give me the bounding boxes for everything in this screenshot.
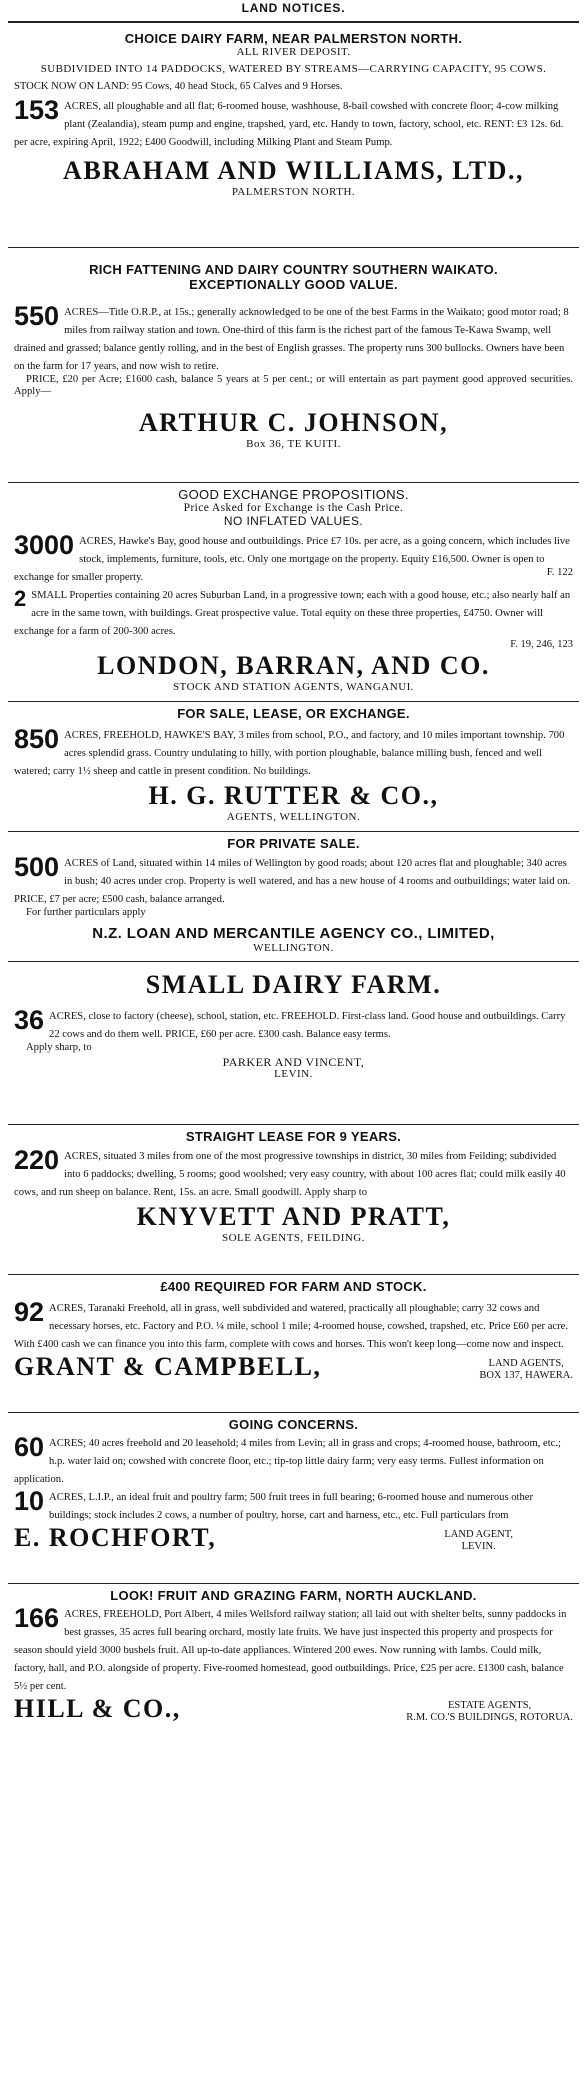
ad-rich-fattening <box>8 247 579 482</box>
agent-location: Box 36, TE KUITI. <box>246 438 341 451</box>
ad-subheading: Price Asked for Exchange is the Cash Price. <box>183 502 404 514</box>
ad-body: ACRES—Title O.R.P., at 15s.; generally acknowledged to be one of the best Farms in the Waikato; good motor road; 8 miles from railway station and town. One-third of this farm is the richest part of the famous Te-Kawa Swamp, well drained and grassed; balance gently rolling, and in the best of English grasses. The property runs 300 bullocks. Owners have been on the farm for 17 years, and now wish to retire. <box>14 307 569 372</box>
ad-price: PRICE, £20 per Acre; £1600 cash, balance 5 years at 5 per cent.; or will entertain as part payment good approved securities. Apply— <box>14 374 573 398</box>
ad-body: ACRES; 40 acres freehold and 20 leasehold; 4 miles from Levin; all in grass and crops; 4-roomed house, bathroom, etc.; h.p. water laid on; cowshed with concrete floor, etc.; tip-top little dairy farm; very easy terms. Fullest information on application. <box>14 1438 561 1485</box>
ad-fruit-grazing-farm <box>8 1583 579 1761</box>
ad-straight-lease <box>8 1124 579 1274</box>
acreage-number: 550 <box>14 301 60 331</box>
ad-heading: CHOICE DAIRY FARM, NEAR PALMERSTON NORTH. <box>124 31 463 46</box>
agent-name: PARKER AND VINCENT, <box>222 1055 365 1070</box>
ad-body: ACRES, FREEHOLD, HAWKE'S BAY, 3 miles from school, P.O., and factory, and 10 miles important township. 700 acres splendid grass. Country undulating to hilly, with portion ploughable, balance milling bush, fenced and well watered; carry 1½ sheep and cattle in present condition. No buildings. <box>14 730 565 777</box>
agent-location: PALMERSTON NORTH. <box>231 186 356 199</box>
ad-heading: GOOD EXCHANGE PROPOSITIONS. <box>178 487 409 502</box>
ad-body: ACRES, FREEHOLD, Port Albert, 4 miles Wellsford railway station; all laid out with shelter belts, sunny paddocks in best grasses, 35 acres full bearing orchard, mostly late fruits. We have just inspected this property and prospects for season should yield 3000 bushels fruit. All up-to-date appliances. Wintered 200 ewes. Now running with lambs. Could milk, factory, hall, and P.O. alongside of property. Five-roomed homestead, good outbuildings. Price, £25 per acre. £1300 cash, balance 5½ per cent. <box>14 1609 567 1692</box>
agent-location: SOLE AGENTS, FEILDING. <box>222 1232 365 1244</box>
agent-location: LEVIN. <box>274 1068 313 1081</box>
ad-reference: F. 122 <box>546 567 573 578</box>
agent-name: KNYVETT AND PRATT, <box>136 1202 451 1231</box>
agent-name: H. G. RUTTER & CO., <box>148 781 439 810</box>
ad-going-concerns <box>8 1412 579 1583</box>
acreage-number: 153 <box>14 95 60 126</box>
acreage-number: 92 <box>14 1297 45 1327</box>
agent-name: N.Z. LOAN AND MERCANTILE AGENCY CO., LIMITED, <box>92 925 495 943</box>
acreage-number: 60 <box>14 1432 45 1462</box>
agent-title: ESTATE AGENTS, <box>448 1700 532 1711</box>
acreage-number: 2 <box>14 586 27 611</box>
ad-reference: F. 19, 246, 123 <box>510 639 573 650</box>
agent-address: R.M. CO.'S BUILDINGS, ROTORUA. <box>406 1712 573 1723</box>
agent-name: GRANT & CAMPBELL, <box>14 1352 322 1381</box>
ad-body: SMALL Properties containing 20 acres Suburban Land, in a progressive town; each with a good house, etc.; also nearly half an acre in the same town, with buildings. Great prospective value. Total equity on these three properties, £4750. Owner will exchange for a farm of 200-300 acres. <box>14 590 571 637</box>
ad-heading: GOING CONCERNS. <box>228 1417 359 1432</box>
acreage-number: 3000 <box>14 530 75 560</box>
page-title: LAND NOTICES. <box>8 0 579 22</box>
agent-title: LAND AGENTS, <box>488 1358 564 1369</box>
ad-line: STOCK NOW ON LAND: 95 Cows, 40 head Stock, 65 Calves and 9 Horses. <box>14 81 343 92</box>
ad-400-required <box>8 1274 579 1412</box>
ad-line: SUBDIVIDED INTO 14 PADDOCKS, WATERED BY STREAMS—CARRYING CAPACITY, 95 COWS. <box>40 63 547 75</box>
acreage-number: 500 <box>14 852 60 882</box>
acreage-number: 166 <box>14 1603 60 1633</box>
acreage-number: 220 <box>14 1145 60 1175</box>
agent-name: E. ROCHFORT, <box>14 1523 217 1552</box>
agent-location: WELLINGTON. <box>253 942 334 955</box>
acreage-number: 10 <box>14 1486 45 1516</box>
agent-location: STOCK AND STATION AGENTS, WANGANUI. <box>172 681 415 693</box>
ad-body: ACRES, situated 3 miles from one of the most progressive townships in district, 30 miles from Feilding; subdivided into 6 paddocks; dwelling, 5 rooms; good woolshed; very easy country, with about 100 acres flat; could milk easily 40 cows, and run sheep on balance. Rent, 15s. an acre. Small goodwill. Apply sharp to <box>14 1151 566 1198</box>
ad-heading: SMALL DAIRY FARM. <box>145 970 442 999</box>
agent-address: BOX 137, HAWERA. <box>479 1370 573 1381</box>
ad-private-sale <box>8 831 579 961</box>
acreage-number: 850 <box>14 724 60 754</box>
ad-for-sale-lease <box>8 701 579 831</box>
ad-choice-dairy-farm <box>8 22 579 247</box>
agent-address: LEVIN. <box>461 1541 496 1552</box>
ad-note: For further particulars apply <box>26 907 146 918</box>
land-notices-page <box>8 0 579 1761</box>
ad-body: ACRES, Taranaki Freehold, all in grass, well subdivided and watered, practically all ploughable; carry 32 cows and necessary horses, etc. Factory and P.O. ¼ mile, school 1 mile; 4-roomed house, cowshed, trapshed, etc. Price £60 per acre. With £400 cash we can finance you into this farm, complete with cows and horses. This won't keep long—come now and inspect. <box>14 1303 568 1350</box>
ad-heading: FOR PRIVATE SALE. <box>227 836 360 851</box>
ad-subheading: EXCEPTIONALLY GOOD VALUE. <box>189 277 398 292</box>
ad-heading: £400 REQUIRED FOR FARM AND STOCK. <box>160 1279 427 1294</box>
ad-body: ACRES, all ploughable and all flat; 6-roomed house, washhouse, 8-bail cowshed with concrete floor; 4-cow milking plant (Zealandia), steam pump and engine, trapshed, yard, etc. Handy to town, factory, school, etc. RENT: £3 12s. 6d. per acre, expiring April, 1922; £400 Goodwill, including Milking Plant and Steam Pump. <box>14 101 564 149</box>
ad-subheading: ALL RIVER DEPOSIT. <box>236 46 351 58</box>
ad-body: ACRES, Hawke's Bay, good house and outbuildings. Price £7 10s. per acre, as a going concern, which includes live stock, implements, furniture, tools, etc. Only one mortgage on the property. Equity £16,500. Owner is open to exchange for smaller property. <box>14 536 570 583</box>
ad-subheading-2: NO INFLATED VALUES. <box>223 514 364 528</box>
ad-heading: RICH FATTENING AND DAIRY COUNTRY SOUTHERN WAIKATO. <box>89 262 498 277</box>
ad-body: ACRES, L.I.P., an ideal fruit and poultry farm; 500 fruit trees in full bearing; 6-roomed house and numerous other buildings; stock includes 2 cows, a number of poultry, horse, cart and harness, etc., etc. Full particulars from <box>49 1492 534 1521</box>
ad-heading: STRAIGHT LEASE FOR 9 YEARS. <box>185 1129 402 1144</box>
agent-title: LAND AGENT, <box>444 1529 513 1540</box>
ad-heading: LOOK! FRUIT AND GRAZING FARM, NORTH AUCKLAND. <box>110 1588 477 1603</box>
ad-body: ACRES, close to factory (cheese), school, station, etc. FREEHOLD. First-class land. Good house and outbuildings. Carry 22 cows and do them well. PRICE, £60 per acre. £300 cash. Balance easy terms. <box>49 1011 566 1040</box>
ad-heading: FOR SALE, LEASE, OR EXCHANGE. <box>177 706 410 721</box>
agent-name: ABRAHAM AND WILLIAMS, LTD., <box>63 156 524 186</box>
agent-name: LONDON, BARRAN, AND CO. <box>97 651 490 680</box>
agent-name: HILL & CO., <box>14 1694 181 1723</box>
ad-body: ACRES of Land, situated within 14 miles of Wellington by good roads; about 120 acres flat and ploughable; 340 acres in bush; 40 acres under crop. Property is well watered, and has a new house of 4 rooms and outbuildings; water laid on. PRICE, £7 per acre; £500 cash, balance arranged. <box>14 858 571 905</box>
agent-location: AGENTS, WELLINGTON. <box>226 811 361 823</box>
acreage-number: 36 <box>14 1005 45 1035</box>
ad-note: Apply sharp, to <box>26 1042 92 1053</box>
ad-good-exchange <box>8 482 579 701</box>
ad-small-dairy-farm <box>8 961 579 1124</box>
agent-name: ARTHUR C. JOHNSON, <box>138 408 449 438</box>
